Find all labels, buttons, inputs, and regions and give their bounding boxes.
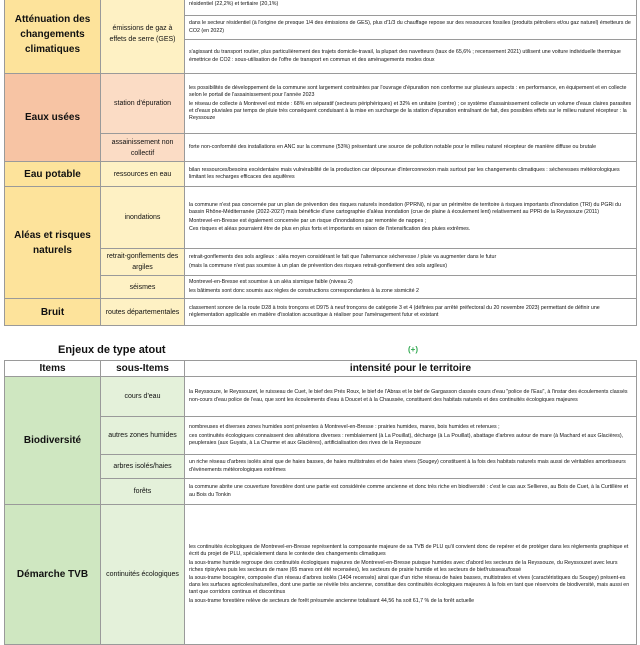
paragraph: retrait-gonflements des sols argileux : aléa moyen considérant le fait que l'alternance sécheresse / pluie va augmenter dans le futur: [189, 254, 497, 261]
subitem-argiles: retrait-gonflements des argiles: [101, 249, 185, 276]
description-cours-eau: la Reyssouze, le Reyssouzet, le ruisseau de Cuet, le bief des Prés Roux, le bief de l'Abras et le bief de Gargasson classés cours d'eau "police de l'Eau", à l'instar des écoulements classés non-cours d'eau police de l'eau, que sont les écoulements d'eau à Doucet et à la Chaussée, constituent des habitats naturels et des continuités écologiques majeures: [185, 377, 637, 417]
category-demarche-tvb: Démarche TVB: [5, 505, 101, 645]
category-eau-potable: Eau potable: [5, 162, 101, 187]
description-ges-2: dans le secteur résidentiel (à l'origine de presque 1/4 des émissions de GES), plus d'1/3 du chauffage repose sur des ressources fossiles (produits pétroliers et/ou gaz naturel) émetteurs de CO2 (en 2022): [185, 16, 637, 40]
paragraph: les continuités écologiques de Montrevel-en-Bresse représentent la composante majeure de sa TVB de PLU qu'il convient donc de repérer et de protéger dans les règlements graphique et écrit du projet de PLU, spécialement dans le contexte des changements climatiques: [189, 543, 629, 557]
description-inondations: [185, 187, 637, 249]
category-eaux-usees: Eaux usées: [5, 74, 101, 162]
subitem-inondations: inondations: [101, 187, 185, 249]
paragraph: le réseau de collecte à Montrevel est mixte : 68% en séparatif (secteurs périphériques) et 32% en unitaire (centre) ; ce système d'assainissement collecte un volume d'eaux claires parasites et d'eaux pluviales par temps de pluie très conséquent conduisant à la mise en surcharge de la station d'épuration entraînant de fait, des possibles effets sur le milieu naturel récepteur : la Reyssouze: [189, 100, 632, 121]
subitem-arbres-haies: arbres isolés/haies: [101, 455, 185, 479]
subitem-routes: routes départementales: [101, 299, 185, 326]
description-argiles: [185, 249, 637, 276]
subitem-ressources-eau: ressources en eau: [101, 162, 185, 187]
header-items: Items: [5, 361, 101, 377]
description-ges-1: résidentiel (22,2%) et tertiaire (20,1%): [185, 0, 637, 16]
description-ressources-eau: bilan ressources/besoins excédentaire mais vulnérabilité de la production car dépourvue d'interconnexion mais surtout par les changements climatiques : sécheresses météorologiques limitant les recharges efficaces des aquifères: [185, 162, 637, 187]
header-sous-items: sous-Items: [101, 361, 185, 377]
description-seismes: [185, 276, 637, 299]
paragraph: ces continuités écologiques connaissent des altérations diverses : remblaiement (à La Pouillat), décharge (à La Pouillat), abattage d'arbres autour de mare (à Machard et aux Glacières), peupleraies (aux Guyats, à La Charme et aux Glacières), artificialisation des rives de la Reyssouze: [189, 432, 624, 446]
paragraph: les bâtiments sont donc soumis aux règles de constructions correspondantes à la zone sismicité 2: [189, 287, 419, 294]
paragraph: Montrevel-en-Bresse est soumise à un aléa sismique faible (niveau 2): [189, 279, 353, 286]
description-forets: la commune abrite une couverture forestière dont une partie est considérée comme ancienne et donc très riche en biodiversité : c'est le cas aux Sellieres, au Bois de Cuet, à la Curtillère et au Bois du Tonkin: [185, 479, 637, 505]
subitem-zones-humides: autres zones humides: [101, 417, 185, 455]
subitem-ges: émissions de gaz à effets de serre (GES): [101, 0, 185, 74]
description-zones-humides: [185, 417, 637, 455]
paragraph: (mais la commune n'est pas soumise à un plan de prévention des risques retrait-gonflement des sols argileux): [189, 262, 448, 269]
description-routes: classement sonore de la route D28 à trois tronçons et D975 à neuf tronçons de catégorie 3 et 4 (définies par arrêté préfectoral du 20 novembre 2023) permettant de définir une réglementation applicable en matière d'isolation acoustique à réaliser pour l'aménagement futur et existant: [185, 299, 637, 326]
description-anc: forte non-conformité des installations en ANC sur la commune (53%) présentant une source de pollution notable pour le milieu naturel récepteur de manière diffuse ou brutale: [185, 134, 637, 162]
category-aleas: Aléas et risques naturels: [5, 187, 101, 299]
paragraph: nombreuses et diverses zones humides sont présentes à Montrevel-en-Bresse : prairies humides, mares, bois humides et retenues ;: [189, 424, 500, 431]
subitem-seismes: séismes: [101, 276, 185, 299]
description-arbres-haies: un riche réseau d'arbres isolés ainsi que de haies basses, de haies multistrates et de haies vives (Sougey) constituent à la fois des habitats naturels mais aussi de véritables amortisseurs d'évènements météorologiques extrêmes: [185, 455, 637, 479]
category-biodiversite: Biodiversité: [5, 377, 101, 505]
paragraph: Montrevel-en-Bresse est également concernée par un risque d'inondations par remontée de nappes ;: [189, 217, 427, 224]
paragraph: la sous-trame humide regroupe des continuités écologiques majeures de Montrevel-en-Bresse puisque humides avec d'abord les secteurs de la Reyssouze, du Reyssouzet avec leurs riches ripisylves puis les secteurs de mare (65 mares ont été recensées), les secteurs de prairie humide et les secteurs de bief/ruisseau/fossé: [189, 559, 618, 573]
category-bruit: Bruit: [5, 299, 101, 326]
subitem-forets: forêts: [101, 479, 185, 505]
category-attenuation: Atténuation des changements climatiques: [5, 0, 101, 74]
subitem-anc: assainissement non collectif: [101, 134, 185, 162]
paragraph: la sous-trame bocagère, composée d'un réseau d'arbres isolés (1404 recensés) ainsi que d'un riche réseau de haies basses, multistrates et vives (caractéristiques du Sougey) présent-es dans les surfaces agricoles/naturelles, dont une partie se révèle très ancienne, constitue des continuités écologiques majeures à la fois en tant que réservoirs de biodiversité, mais aussi en tant que corridors continus et discontinus: [189, 575, 630, 596]
description-continuites: [185, 505, 637, 645]
header-intensite: intensité pour le territoire: [185, 361, 637, 377]
subitem-continuites: continuités écologiques: [101, 505, 185, 645]
risks-table: [4, 0, 637, 326]
paragraph: la commune n'est pas concernée par un plan de prévention des risques naturels inondation (PPRNi), ni par un périmètre de territoire à risques importants d'inondation (TRI) du PGRi du bassin Rhône-Méditerranée (2022-2027) mais bénéficie d'une cartographie d'aléas inondation (crue de plaine à écoulement lent) relativement au PPRi de la Reyssouze (2011): [189, 201, 621, 215]
section-title: Enjeux de type atout: [58, 344, 166, 356]
atouts-table: [4, 360, 637, 645]
paragraph: Ces risques et aléas pourraient être de plus en plus forts et importants en raison de l'intensification des pluies extrêmes.: [189, 226, 471, 233]
description-ges-3: s'agissant du transport routier, plus particulièrement des trajets domicile-travail, la plupart des navetteurs (taux de 65,6% ; recensement 2021) utilisent une voiture individuelle thermique émettrice de CO2 : sous-utilisation de l'offre de transport en commun et des aménagements modes doux: [185, 40, 637, 74]
subitem-cours-eau: cours d'eau: [101, 377, 185, 417]
atout-marker: (+): [408, 345, 418, 354]
paragraph: les possibilités de développement de la commune sont largement contraintes par l'ouvrage d'épuration non conforme sur plusieurs aspects : en performance, en équipement et en collecte selon le portail de l'assainissement pour l'année 2023: [189, 85, 627, 99]
subitem-station-epuration: station d'épuration: [101, 74, 185, 134]
paragraph: la sous-trame forestière relève de secteurs de forêt présumée ancienne totalisant 44,56 ha soit 61,7 % de la forêt actuelle: [189, 598, 475, 605]
description-station-epuration: [185, 74, 637, 134]
section-heading: [4, 342, 636, 358]
